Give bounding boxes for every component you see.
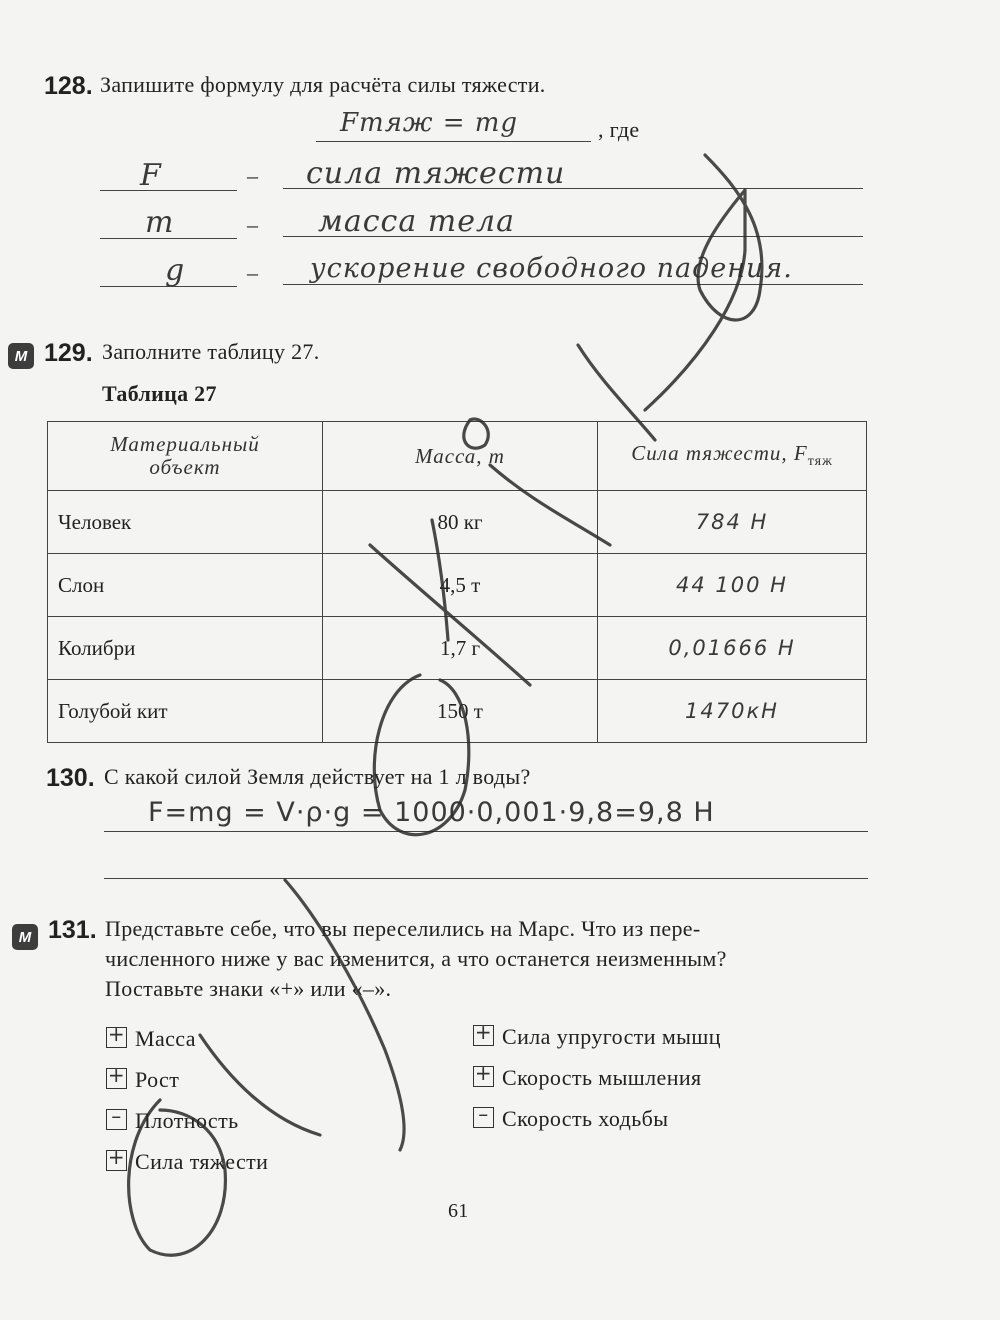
header-mass: Масса, m [323,422,598,491]
checkbox-option[interactable]: + Рост [107,1063,180,1092]
def-symbol: g [165,253,186,288]
q130-answer: F=mg = V·ρ·g = 1000·0,001·9,8=9,8 Н [148,797,715,828]
method-badge: М [12,924,38,950]
cell-force: 1470кН [598,680,867,743]
checkbox[interactable]: + [107,1145,126,1169]
checkbox[interactable]: + [107,1022,126,1046]
def-meaning: масса тела [318,204,515,239]
q130-number: 130. [46,764,95,792]
q128-prompt: Запишите формулу для расчёта силы тяжести. [100,72,546,97]
q128-formula-answer: Fтяж = mg [340,108,519,138]
def-meaning: сила тяжести [306,156,566,191]
table-row [48,491,867,554]
checkbox-option[interactable]: + Сила упругости мышц [474,1020,721,1049]
cell-force: 44 100 Н [598,554,867,617]
cell-object: Голубой кит [48,680,323,743]
checkbox[interactable]: + [474,1020,493,1044]
table-row [48,680,867,743]
checkbox-option[interactable]: + Скорость мышления [474,1061,702,1090]
checkbox-option[interactable]: + Масса [107,1022,196,1051]
def-dash: – [247,260,259,285]
def-dash: – [247,212,259,237]
def-symbol: m [145,205,175,240]
def-dash: – [247,163,259,188]
def-meaning: ускорение свободного падения. [310,253,793,284]
header-object: Материальный объект [48,422,323,491]
table-title: Таблица 27 [102,381,217,406]
q131-number: 131. [48,916,97,944]
def-symbol: F [140,158,162,193]
q129-prompt: Заполните таблицу 27. [102,339,320,364]
cell-object: Колибри [48,617,323,680]
checkbox[interactable]: – [106,1109,127,1130]
q128-where-label: , где [598,117,640,142]
cell-mass: 150 т [323,680,598,743]
q130-prompt: С какой силой Земля действует на 1 л воды? [104,764,531,789]
table-row [48,554,867,617]
q128-number: 128. [44,72,93,100]
checkbox[interactable]: + [474,1061,493,1085]
cell-force: 784 Н [598,491,867,554]
q129-number: 129. [44,339,93,367]
cell-object: Человек [48,491,323,554]
cell-mass: 80 кг [323,491,598,554]
cell-mass: 4,5 т [323,554,598,617]
table-row [48,617,867,680]
page-number: 61 [448,1200,469,1222]
checkbox[interactable]: + [107,1063,126,1087]
cell-mass: 1,7 г [323,617,598,680]
checkbox-option[interactable]: – Скорость ходьбы [473,1106,668,1132]
cell-force: 0,01666 Н [598,617,867,680]
method-badge: М [8,343,34,369]
table-header-row [48,422,867,491]
header-force: Сила тяжести, $F_{тяж}$ [598,422,867,491]
checkbox[interactable]: – [473,1107,494,1128]
table-27 [47,421,867,743]
q131-prompt: Представьте себе, что вы переселились на Марс. Что из пере- численного ниже у вас изменится, а что останется неизменным? Поставьте знаки «+» или «–». [105,916,727,1001]
checkbox-option[interactable]: + Сила тяжести [107,1145,269,1174]
cell-object: Слон [48,554,323,617]
checkbox-option[interactable]: – Плотность [106,1108,239,1134]
